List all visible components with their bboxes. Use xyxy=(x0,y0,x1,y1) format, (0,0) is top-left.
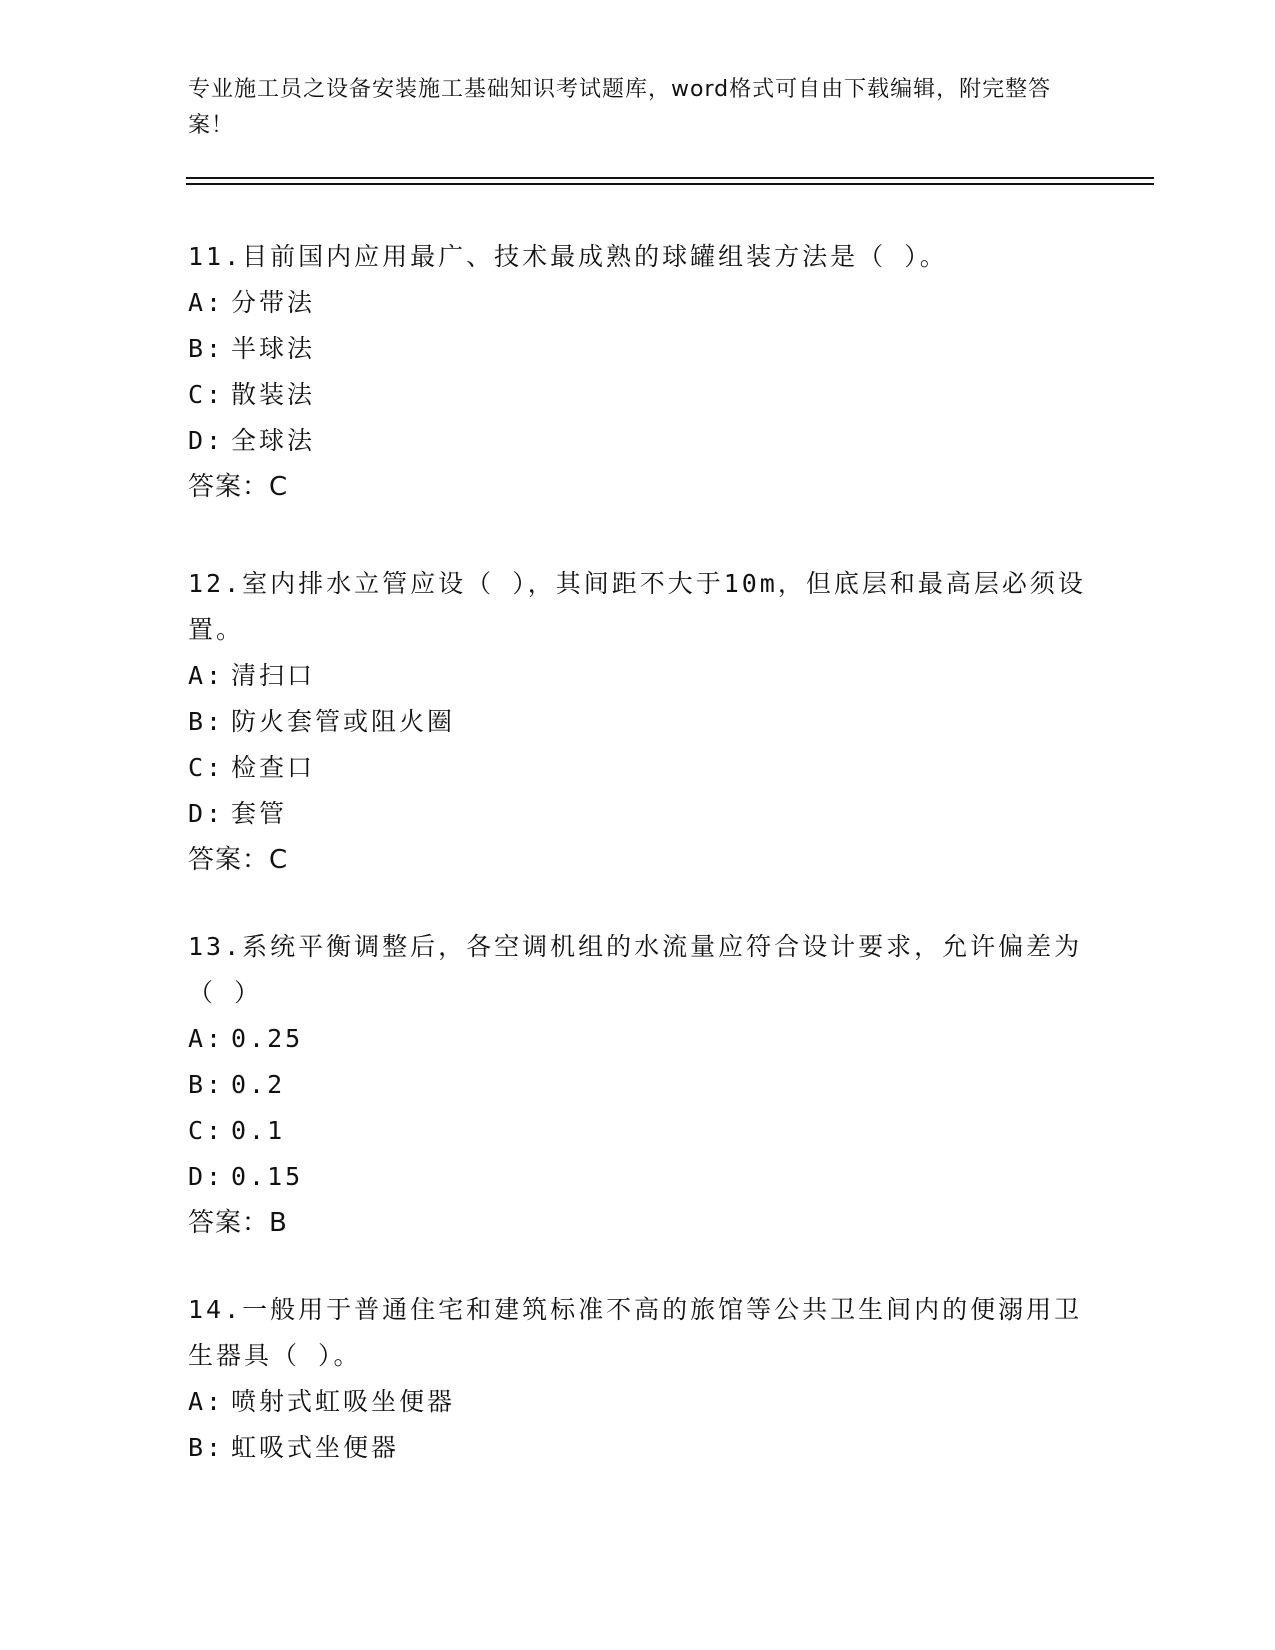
option-d xyxy=(188,791,1088,837)
option-c xyxy=(188,1108,1088,1154)
option-a xyxy=(188,1016,1088,1062)
option-key: A: xyxy=(188,661,225,690)
option-key: D: xyxy=(188,1162,225,1191)
option-text: 0.25 xyxy=(231,1024,304,1053)
option-key: C: xyxy=(188,753,225,782)
answer-line: 答案：C xyxy=(188,472,289,502)
option-b xyxy=(188,326,1088,372)
option-key: A: xyxy=(188,288,225,317)
answer-line: 答案：B xyxy=(188,1208,288,1238)
option-a xyxy=(188,280,1088,326)
option-text: 虹吸式坐便器 xyxy=(231,1433,400,1462)
question-13 xyxy=(188,924,1088,1246)
document-header: 专业施工员之设备安装施工基础知识考试题库，word格式可自由下载编辑，附完整答案！ xyxy=(188,77,1052,138)
option-a xyxy=(188,653,1088,699)
option-key: A: xyxy=(188,1024,225,1053)
option-text: 喷射式虹吸坐便器 xyxy=(231,1387,456,1416)
option-text: 检查口 xyxy=(231,753,316,782)
option-key: C: xyxy=(188,380,225,409)
header-rule-top xyxy=(186,177,1154,179)
option-text: 0.1 xyxy=(231,1116,286,1145)
option-text: 0.15 xyxy=(231,1162,304,1191)
option-text: 全球法 xyxy=(231,426,316,455)
option-b xyxy=(188,699,1088,745)
option-text: 散装法 xyxy=(231,380,316,409)
option-a xyxy=(188,1379,1088,1425)
option-b xyxy=(188,1425,1088,1471)
question-12 xyxy=(188,561,1088,883)
option-b xyxy=(188,1062,1088,1108)
option-key: C: xyxy=(188,1116,225,1145)
question-14 xyxy=(188,1287,1088,1471)
option-text: 0.2 xyxy=(231,1070,286,1099)
option-key: D: xyxy=(188,426,225,455)
question-11 xyxy=(188,234,1088,510)
option-key: A: xyxy=(188,1387,225,1416)
question-stem: 12.室内排水立管应设（ ），其间距不大于10m，但底层和最高层必须设置。 xyxy=(188,569,1086,644)
option-text: 防火套管或阻火圈 xyxy=(231,707,456,736)
question-stem: 14.一般用于普通住宅和建筑标准不高的旅馆等公共卫生间内的便溺用卫生器具（ ）。 xyxy=(188,1295,1083,1370)
question-stem: 11.目前国内应用最广、技术最成熟的球罐组装方法是（ ）。 xyxy=(188,242,948,271)
option-d xyxy=(188,1154,1088,1200)
option-d xyxy=(188,418,1088,464)
option-key: D: xyxy=(188,799,225,828)
option-key: B: xyxy=(188,1433,225,1462)
option-key: B: xyxy=(188,707,225,736)
option-text: 清扫口 xyxy=(231,661,316,690)
header-rule-bottom xyxy=(186,183,1154,185)
answer-line: 答案：C xyxy=(188,845,289,875)
option-text: 套管 xyxy=(231,799,288,828)
option-key: B: xyxy=(188,334,225,363)
option-c xyxy=(188,372,1088,418)
question-stem: 13.系统平衡调整后，各空调机组的水流量应符合设计要求，允许偏差为（ ） xyxy=(188,932,1083,1007)
option-c xyxy=(188,745,1088,791)
option-text: 半球法 xyxy=(231,334,316,363)
option-key: B: xyxy=(188,1070,225,1099)
option-text: 分带法 xyxy=(231,288,316,317)
